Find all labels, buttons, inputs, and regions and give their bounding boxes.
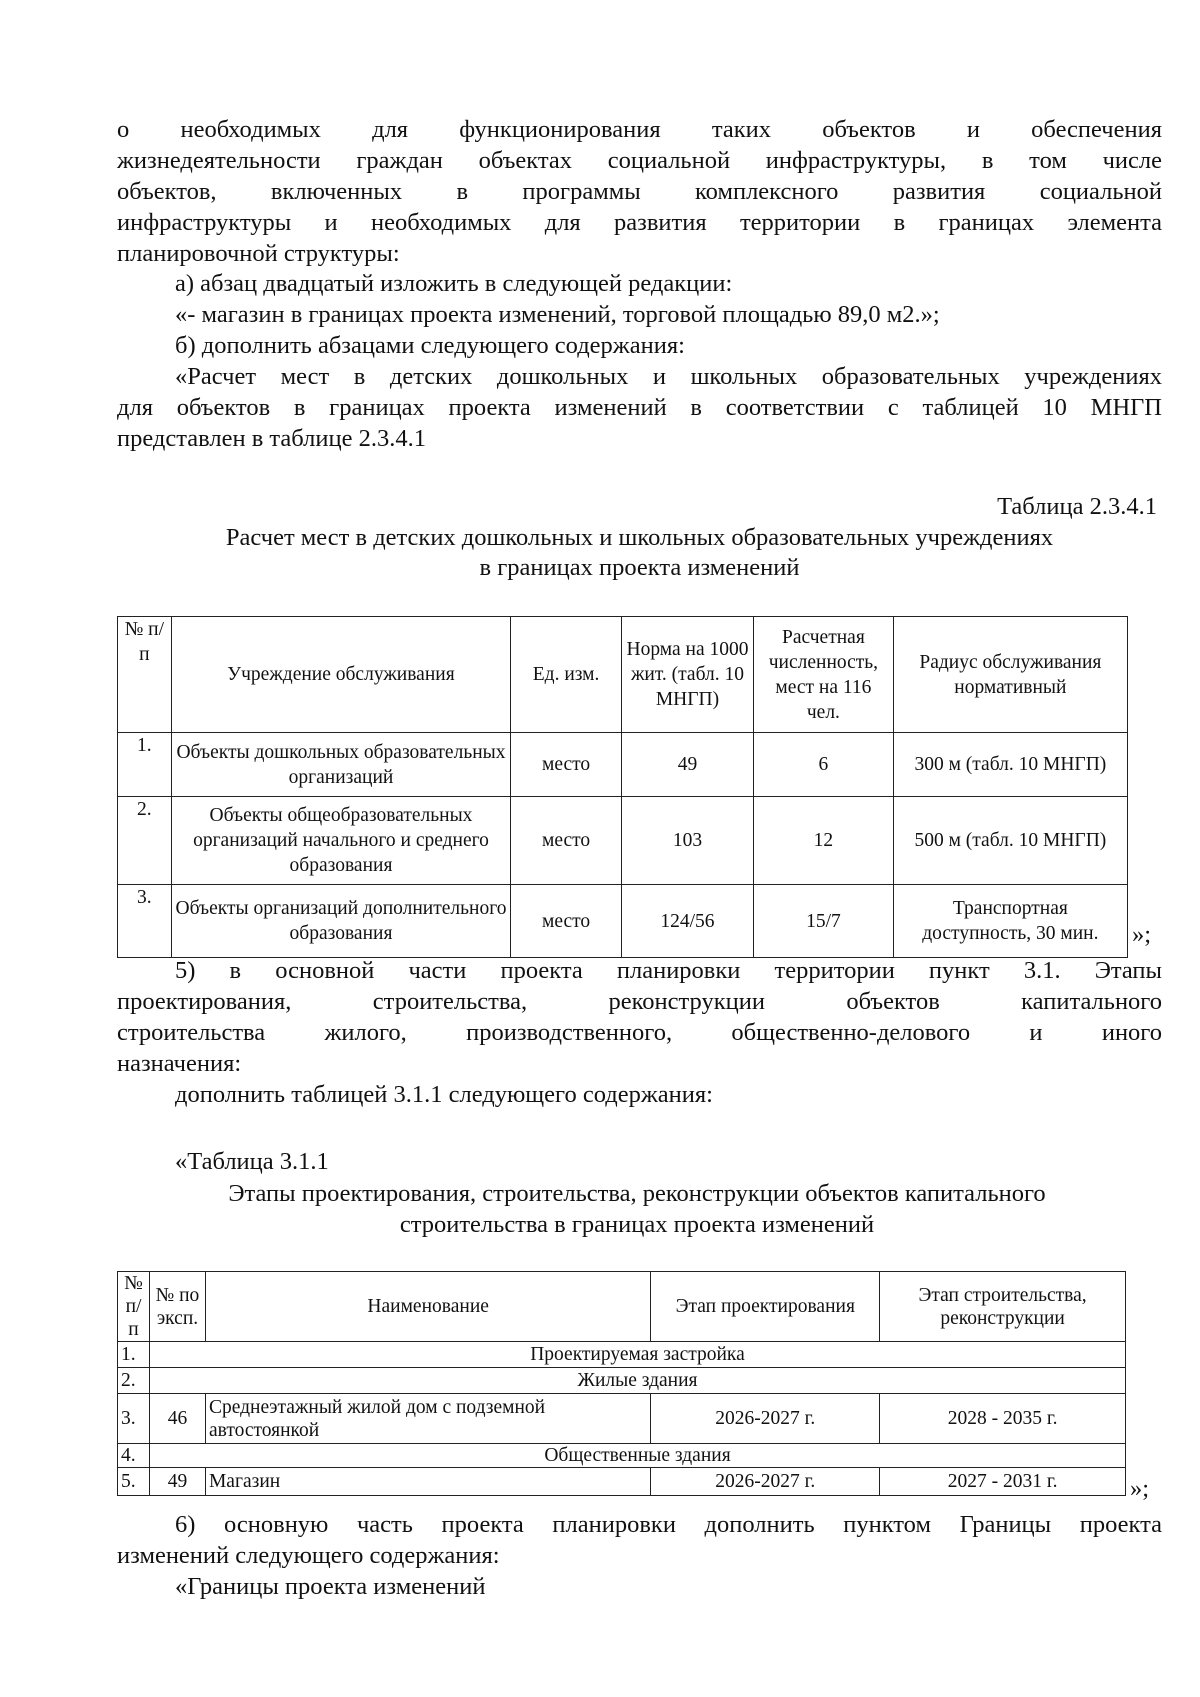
cell: 4. xyxy=(118,1444,150,1468)
table1-label: Таблица 2.3.4.1 xyxy=(997,493,1157,520)
table1-title: в границах проекта изменений xyxy=(479,554,800,581)
cell: Среднеэтажный жилой дом с подземной автостоянкой xyxy=(205,1394,650,1444)
intro-line: планировочной структуры: xyxy=(117,240,400,267)
table-row xyxy=(118,1444,1126,1468)
section-cell: Общественные здания xyxy=(149,1444,1125,1468)
table2-title: строительства в границах проекта изменений xyxy=(399,1211,875,1238)
cell: 3. xyxy=(118,1394,150,1444)
table-row xyxy=(118,1468,1126,1496)
cell: Магазин xyxy=(205,1468,650,1496)
item5-line: 5) в основной части проекта планировки территории пункт 3.1. Этапы xyxy=(175,957,1162,984)
table2-closing: »; xyxy=(1130,1475,1150,1502)
cell: место xyxy=(511,733,622,797)
table1-title: Расчет мест в детских дошкольных и школьных образовательных учреждениях xyxy=(225,524,1054,551)
cell: место xyxy=(511,885,622,958)
quote-store: «- магазин в границах проекта изменений, торговой площадью 89,0 м2.»; xyxy=(175,301,940,328)
item5-add: дополнить таблицей 3.1.1 следующего содержания: xyxy=(175,1081,713,1108)
table2-title: Этапы проектирования, строительства, реконструкции объектов капитального xyxy=(228,1180,1046,1207)
table-row xyxy=(118,1394,1126,1444)
intro-line: о необходимых для функционирования таких объектов и обеспечения xyxy=(117,116,1162,143)
cell: 49 xyxy=(621,733,753,797)
cell: 2027 - 2031 г. xyxy=(880,1468,1126,1496)
cell: Транспортная доступность, 30 мин. xyxy=(893,885,1127,958)
section-cell: Жилые здания xyxy=(149,1368,1125,1394)
header-cell: Ед. изм. xyxy=(511,617,622,733)
table-header-row xyxy=(118,617,1128,733)
calc-line: «Расчет мест в детских дошкольных и школьных образовательных учреждениях xyxy=(175,363,1162,390)
header-cell: Расчетная численность, мест на 116 чел. xyxy=(754,617,894,733)
cell: 300 м (табл. 10 МНГП) xyxy=(893,733,1127,797)
item6-line: изменений следующего содержания: xyxy=(117,1542,500,1569)
intro-line: объектов, включенных в программы комплексного развития социальной xyxy=(117,178,1162,205)
cell: 2026-2027 г. xyxy=(651,1394,880,1444)
cell: 49 xyxy=(149,1468,205,1496)
table-schools xyxy=(117,616,1128,958)
item5-line: назначения: xyxy=(117,1050,242,1077)
item5-line: проектирования, строительства, реконструкции объектов капитального xyxy=(117,988,1162,1015)
header-cell: Норма на 1000 жит. (табл. 10 МНГП) xyxy=(621,617,753,733)
table2-label: «Таблица 3.1.1 xyxy=(175,1148,329,1175)
intro-line: инфраструктуры и необходимых для развития территории в границах элемента xyxy=(117,209,1162,236)
cell: 124/56 xyxy=(621,885,753,958)
cell: 1. xyxy=(118,733,172,797)
cell: 2. xyxy=(118,1368,150,1394)
table-row xyxy=(118,797,1128,885)
item6-line: 6) основную часть проекта планировки дополнить пунктом Границы проекта xyxy=(175,1511,1162,1538)
header-cell: Этап проектирования xyxy=(651,1272,880,1342)
item5-line: строительства жилого, производственного, общественно-делового и иного xyxy=(117,1019,1162,1046)
header-cell: Учреждение обслуживания xyxy=(171,617,511,733)
cell: Объекты организаций дополнительного образования xyxy=(171,885,511,958)
cell: 6 xyxy=(754,733,894,797)
table-row xyxy=(118,885,1128,958)
header-cell: № п/п xyxy=(118,1272,150,1342)
cell: место xyxy=(511,797,622,885)
cell: Объекты дошкольных образовательных организаций xyxy=(171,733,511,797)
cell: Объекты общеобразовательных организаций начального и среднего образования xyxy=(171,797,511,885)
item-b: б) дополнить абзацами следующего содержания: xyxy=(175,332,685,359)
table-row xyxy=(118,1342,1126,1368)
table1-closing: »; xyxy=(1132,921,1152,948)
table-header-row xyxy=(118,1272,1126,1342)
cell: 3. xyxy=(118,885,172,958)
cell: 2028 - 2035 г. xyxy=(880,1394,1126,1444)
table-row xyxy=(118,733,1128,797)
cell: 5. xyxy=(118,1468,150,1496)
header-cell: Этап строительства, реконструкции xyxy=(880,1272,1126,1342)
cell: 15/7 xyxy=(754,885,894,958)
intro-line: жизнедеятельности граждан объектах социальной инфраструктуры, в том числе xyxy=(117,147,1162,174)
cell: 1. xyxy=(118,1342,150,1368)
cell: 2. xyxy=(118,797,172,885)
cell: 500 м (табл. 10 МНГП) xyxy=(893,797,1127,885)
borders-quote: «Границы проекта изменений xyxy=(175,1573,486,1600)
item-a: а) абзац двадцатый изложить в следующей редакции: xyxy=(175,270,733,297)
cell: 12 xyxy=(754,797,894,885)
cell: 103 xyxy=(621,797,753,885)
section-cell: Проектируемая застройка xyxy=(149,1342,1125,1368)
table-stages xyxy=(117,1271,1126,1496)
header-cell: Наименование xyxy=(205,1272,650,1342)
cell: 46 xyxy=(149,1394,205,1444)
calc-line: представлен в таблице 2.3.4.1 xyxy=(117,425,426,452)
header-cell: Радиус обслуживания нормативный xyxy=(893,617,1127,733)
table-row xyxy=(118,1368,1126,1394)
header-cell: № п/п xyxy=(118,617,172,733)
calc-line: для объектов в границах проекта изменений в соответствии с таблицей 10 МНГП xyxy=(117,394,1162,421)
header-cell: № по эксп. xyxy=(149,1272,205,1342)
cell: 2026-2027 г. xyxy=(651,1468,880,1496)
